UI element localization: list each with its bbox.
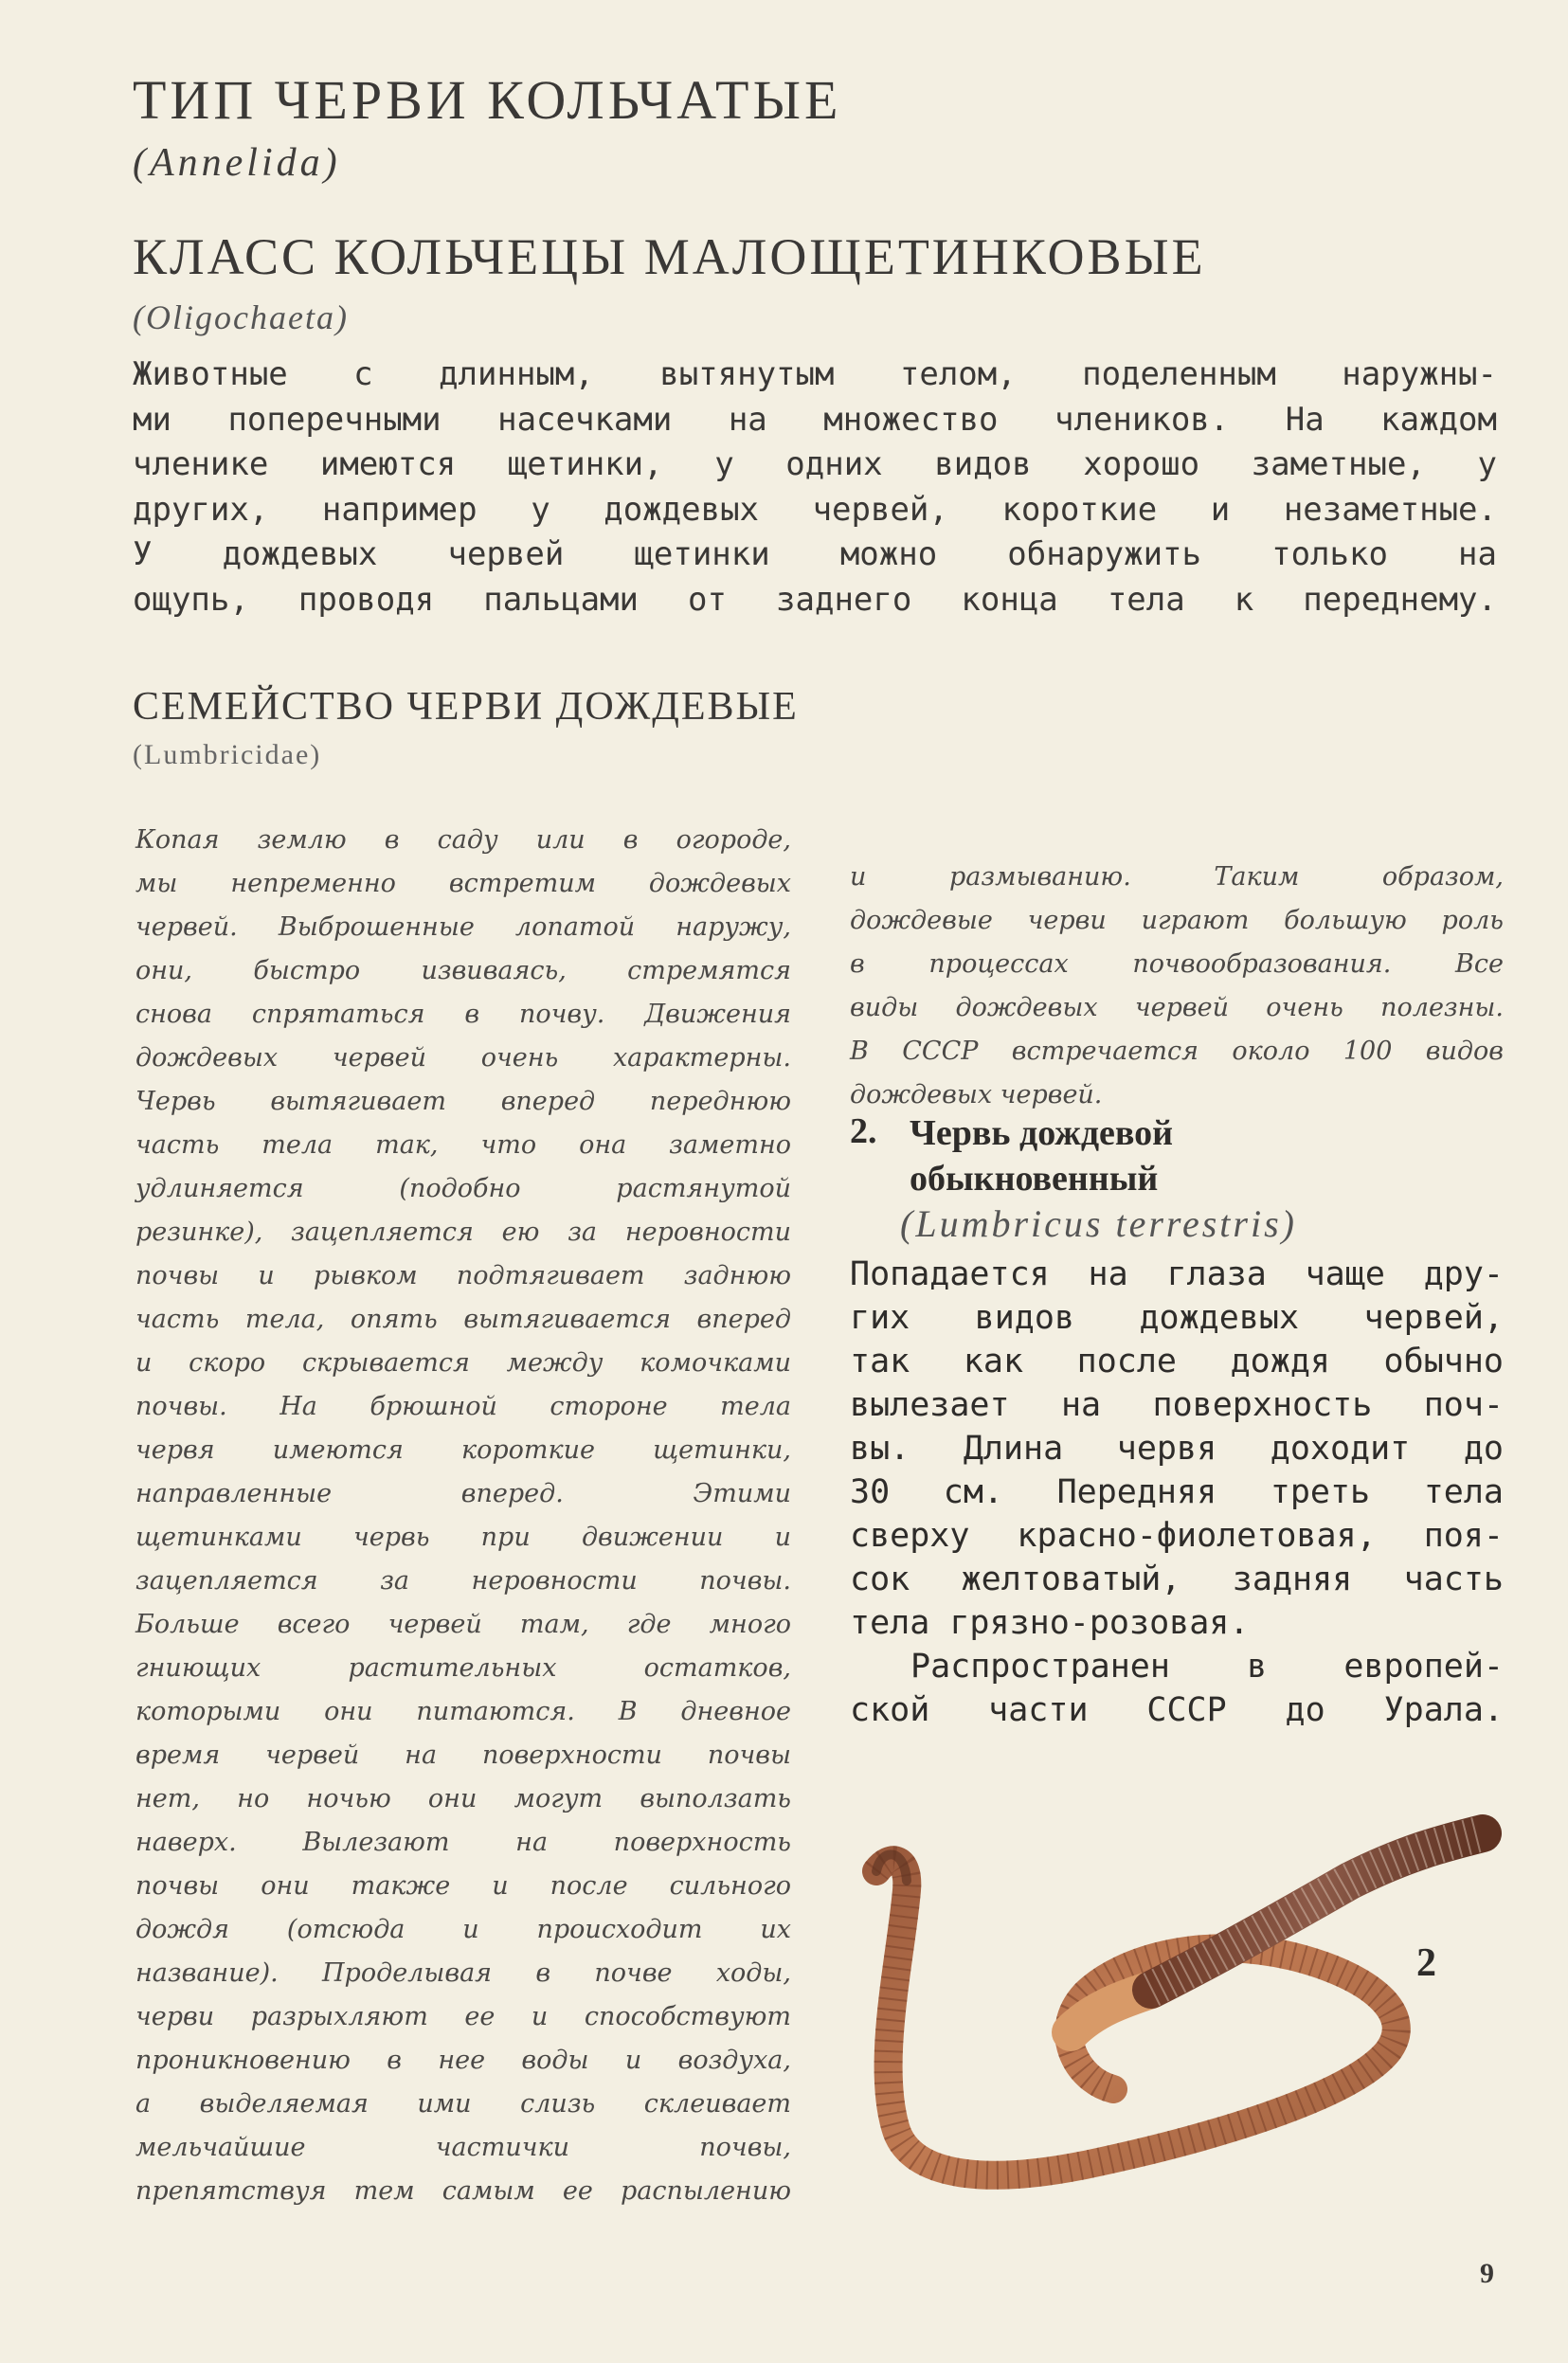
class-description-line: ощупь, проводя пальцами от заднего конца тела к переднему. (133, 580, 1497, 619)
text-line: гниющих растительных остатков, (135, 1653, 791, 1683)
text-line: дождевые черви играют большую роль (850, 906, 1504, 935)
species-number: 2. (850, 1111, 877, 1151)
earthworm-illustration (838, 1814, 1521, 2222)
text-line: гих видов дождевых червей, (850, 1299, 1504, 1337)
text-line: вылезает на поверхность поч- (850, 1386, 1504, 1424)
text-line: название). Проделывая в почве ходы, (135, 1958, 791, 1988)
class-latin-name: (Oligochaeta) (133, 298, 349, 336)
text-line: сок желтоватый, задняя часть (850, 1560, 1504, 1598)
text-line: наверх. Вылезают на поверхность (135, 1828, 791, 1857)
family-text-left-column (135, 819, 791, 2213)
text-line: тела грязно-розовая. (850, 1604, 1250, 1642)
type-latin-name: (Annelida) (133, 141, 341, 185)
class-description-line: членике имеются щетинки, у одних видов хорошо заметные, у (133, 445, 1497, 483)
type-title: ТИП ЧЕРВИ КОЛЬЧАТЫЕ (133, 69, 842, 131)
text-line: резинке), зацепляется ею за неровности (135, 1218, 791, 1247)
text-line: почвы они также и после сильного (135, 1871, 791, 1901)
class-title: КЛАСС КОЛЬЧЕЦЫ МАЛОЩЕТИНКОВЫЕ (133, 228, 1206, 285)
text-line: снова спрятаться в почву. Движения (135, 1000, 791, 1029)
text-line: сверху красно-фиолетовая, поя- (850, 1517, 1504, 1555)
text-line: препятствуя тем самым ее распылению (135, 2176, 791, 2206)
text-line: почвы и рывком подтягивает заднюю (135, 1261, 791, 1290)
text-line: Копая землю в саду или в огороде, (135, 825, 791, 855)
text-line: вы. Длина червя доходит до (850, 1430, 1504, 1468)
family-title: СЕМЕЙСТВО ЧЕРВИ ДОЖДЕВЫЕ (133, 685, 799, 729)
text-line: направленные вперед. Этими (135, 1479, 791, 1508)
species-latin-name: (Lumbricus terrestris) (900, 1202, 1297, 1245)
text-line: мы непременно встретим дождевых (135, 869, 791, 898)
species-name-line: Червь дождевой (910, 1113, 1174, 1153)
family-text-right-column (850, 856, 1504, 1117)
text-line: часть тела так, что она заметно (135, 1130, 791, 1160)
text-line: и размыванию. Таким образом, (850, 862, 1504, 892)
text-line: черви разрыхляют ее и способствуют (135, 2002, 791, 2031)
species-name-line: обыкновенный (910, 1159, 1159, 1199)
species-name (910, 1110, 1402, 1201)
text-line: 30 см. Передняя треть тела (850, 1473, 1504, 1511)
text-line: удлиняется (подобно растянутой (135, 1174, 791, 1203)
class-description-line: других, например у дождевых червей, короткие и незаметные. (133, 490, 1497, 529)
species-description (850, 1253, 1504, 1732)
class-description (133, 352, 1497, 622)
text-line: Больше всего червей там, где много (135, 1610, 791, 1639)
text-line: в процессах почвообразования. Все (850, 949, 1504, 979)
text-line: а выделяемая ими слизь склеивает (135, 2089, 791, 2119)
text-line: они, быстро извиваясь, стремятся (135, 956, 791, 985)
text-line: ской части СССР до Урала. (850, 1691, 1504, 1729)
text-line: проникновению в нее воды и воздуха, (135, 2046, 791, 2075)
text-line: которыми они питаются. В дневное (135, 1697, 791, 1726)
text-line: виды дождевых червей очень полезны. (850, 993, 1504, 1022)
text-line: зацепляется за неровности почвы. (135, 1566, 791, 1596)
text-line: дождевых червей. (850, 1080, 1103, 1109)
text-line: почвы. На брюшной стороне тела (135, 1392, 791, 1421)
text-line: В СССР встречается около 100 видов (850, 1037, 1504, 1066)
text-line: червя имеются короткие щетинки, (135, 1435, 791, 1465)
class-description-line: ми поперечными насечками на множество члеников. На каждом (133, 400, 1497, 439)
text-line: щетинками червь при движении и (135, 1523, 791, 1552)
text-line: мельчайшие частички почвы, (135, 2133, 791, 2162)
text-line: дождя (отсюда и происходит их (135, 1915, 791, 1944)
text-line: дождевых червей очень характерны. (135, 1043, 791, 1073)
text-line: и скоро скрывается между комочками (135, 1348, 791, 1378)
figure-label: 2 (1416, 1941, 1436, 1985)
text-line: так как после дождя обычно (850, 1343, 1504, 1380)
class-description-line: Животные с длинным, вытянутым телом, поделенным наружны- (133, 355, 1497, 393)
text-line: время червей на поверхности почвы (135, 1741, 791, 1770)
text-line: нет, но ночью они могут выползать (135, 1784, 791, 1813)
text-line: Червь вытягивает вперед переднюю (135, 1087, 791, 1116)
text-line: часть тела, опять вытягивается вперед (135, 1305, 791, 1334)
family-latin-name: (Lumbricidae) (133, 739, 322, 770)
text-line: Распространен в европей- (910, 1648, 1504, 1686)
text-line: червей. Выброшенные лопатой наружу, (135, 912, 791, 942)
class-description-line: У дождевых червей щетинки можно обнаружить только на (133, 535, 1497, 573)
text-line: Попадается на глаза чаще дру- (850, 1255, 1504, 1293)
page-number: 9 (1480, 2258, 1494, 2289)
